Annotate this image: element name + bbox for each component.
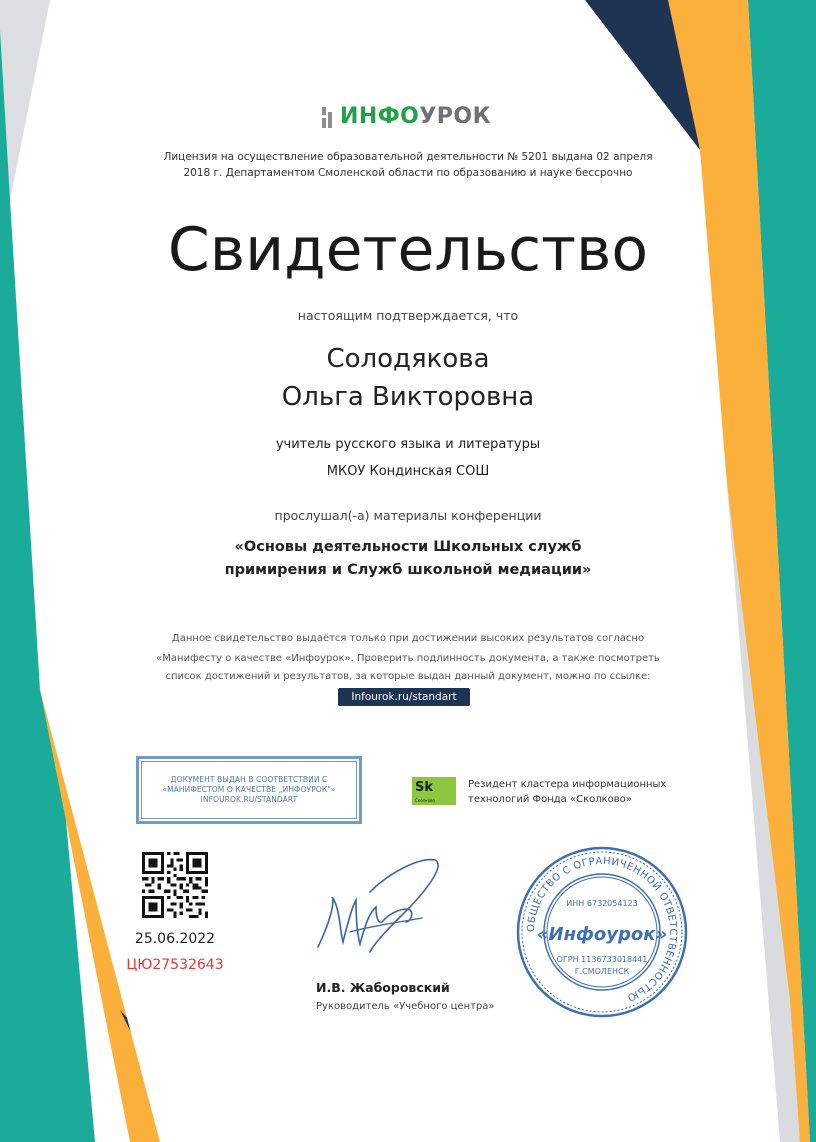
verification-link[interactable]: Infourok.ru/standart bbox=[338, 688, 470, 706]
logo-bars-icon bbox=[322, 105, 338, 129]
recipient-surname: Солодякова bbox=[326, 344, 490, 374]
skolkovo-logo-sub: Сколково bbox=[415, 798, 435, 803]
seal-ring-text: ОБЩЕСТВО С ОГРАНИЧЕННОЙ ОТВЕТСТВЕННОСТЬЮ bbox=[525, 855, 679, 1003]
signer-name: И.В. Жаборовский bbox=[316, 980, 450, 995]
conference-title-line-1: «Основы деятельности Школьных служб bbox=[234, 539, 582, 555]
manifest-line-3: INFOUROK.RU/STANDART bbox=[200, 795, 298, 804]
confirm-text: настоящим подтверждается, что bbox=[297, 308, 519, 323]
recipient-school: МКОУ Кондинская СОШ bbox=[326, 464, 490, 479]
seal-city: Г.СМОЛЕНСК bbox=[574, 967, 630, 976]
note-line-2: «Манифесту о качестве «Инфоурок». Проверить подлинность документа, а также посмотреть bbox=[156, 653, 660, 664]
logo-part-info: ИНФО bbox=[340, 104, 420, 129]
license-text bbox=[0, 149, 816, 181]
signature-icon bbox=[310, 852, 450, 962]
signer-role: Руководитель «Учебного центра» bbox=[316, 1001, 495, 1012]
seal-inn: ИНН 6732054123 bbox=[566, 899, 638, 908]
issue-date: 25.06.2022 bbox=[134, 931, 216, 947]
certificate-code: ЦЮ27532643 bbox=[126, 957, 224, 973]
skolkovo-text-line-2: технологий Фонда «Сколково» bbox=[468, 794, 632, 805]
logo-part-urok: УРОК bbox=[419, 104, 492, 129]
seal-stamp-icon bbox=[514, 844, 690, 1020]
qr-code-icon bbox=[142, 852, 208, 918]
note-line-3: список достижений и результатов, за которые выдан данный документ, можно по ссылке: bbox=[165, 671, 651, 682]
skolkovo-logo bbox=[412, 777, 456, 805]
recipient-given-name: Ольга Викторовна bbox=[281, 382, 535, 412]
infourok-logo bbox=[322, 104, 491, 130]
seal-center-text: «Инфоурок» bbox=[536, 924, 668, 945]
manifest-line-2: «МАНИФЕСТОМ О КАЧЕСТВЕ „ИНФОУРОК"» bbox=[162, 785, 336, 794]
skolkovo-text-line-1: Резидент кластера информационных bbox=[468, 779, 667, 790]
listened-text: прослушал(-а) материалы конференции bbox=[274, 508, 542, 523]
recipient-position: учитель русского языка и литературы bbox=[275, 437, 541, 452]
skolkovo-logo-mark: Sk bbox=[415, 780, 434, 795]
manifest-stamp bbox=[136, 756, 362, 824]
manifest-line-1: ДОКУМЕНТ ВЫДАН В СООТВЕТСТВИИ С bbox=[170, 775, 328, 784]
license-line-2: 2018 г. Департаментом Смоленской области по образованию и науке бессрочно bbox=[183, 167, 633, 179]
certificate-title: Свидетельство bbox=[167, 215, 649, 285]
conference-title-line-2: примирения и Служб школьной медиации» bbox=[224, 562, 592, 578]
seal-ogrn: ОГРН 1136733018441 bbox=[556, 955, 648, 964]
license-line-1: Лицензия на осуществление образовательной деятельности № 5201 выдана 02 апреля bbox=[163, 151, 653, 163]
note-line-1: Данное свидетельство выдаётся только при достижении высоких результатов согласно bbox=[171, 633, 645, 644]
logo-text bbox=[340, 104, 491, 130]
